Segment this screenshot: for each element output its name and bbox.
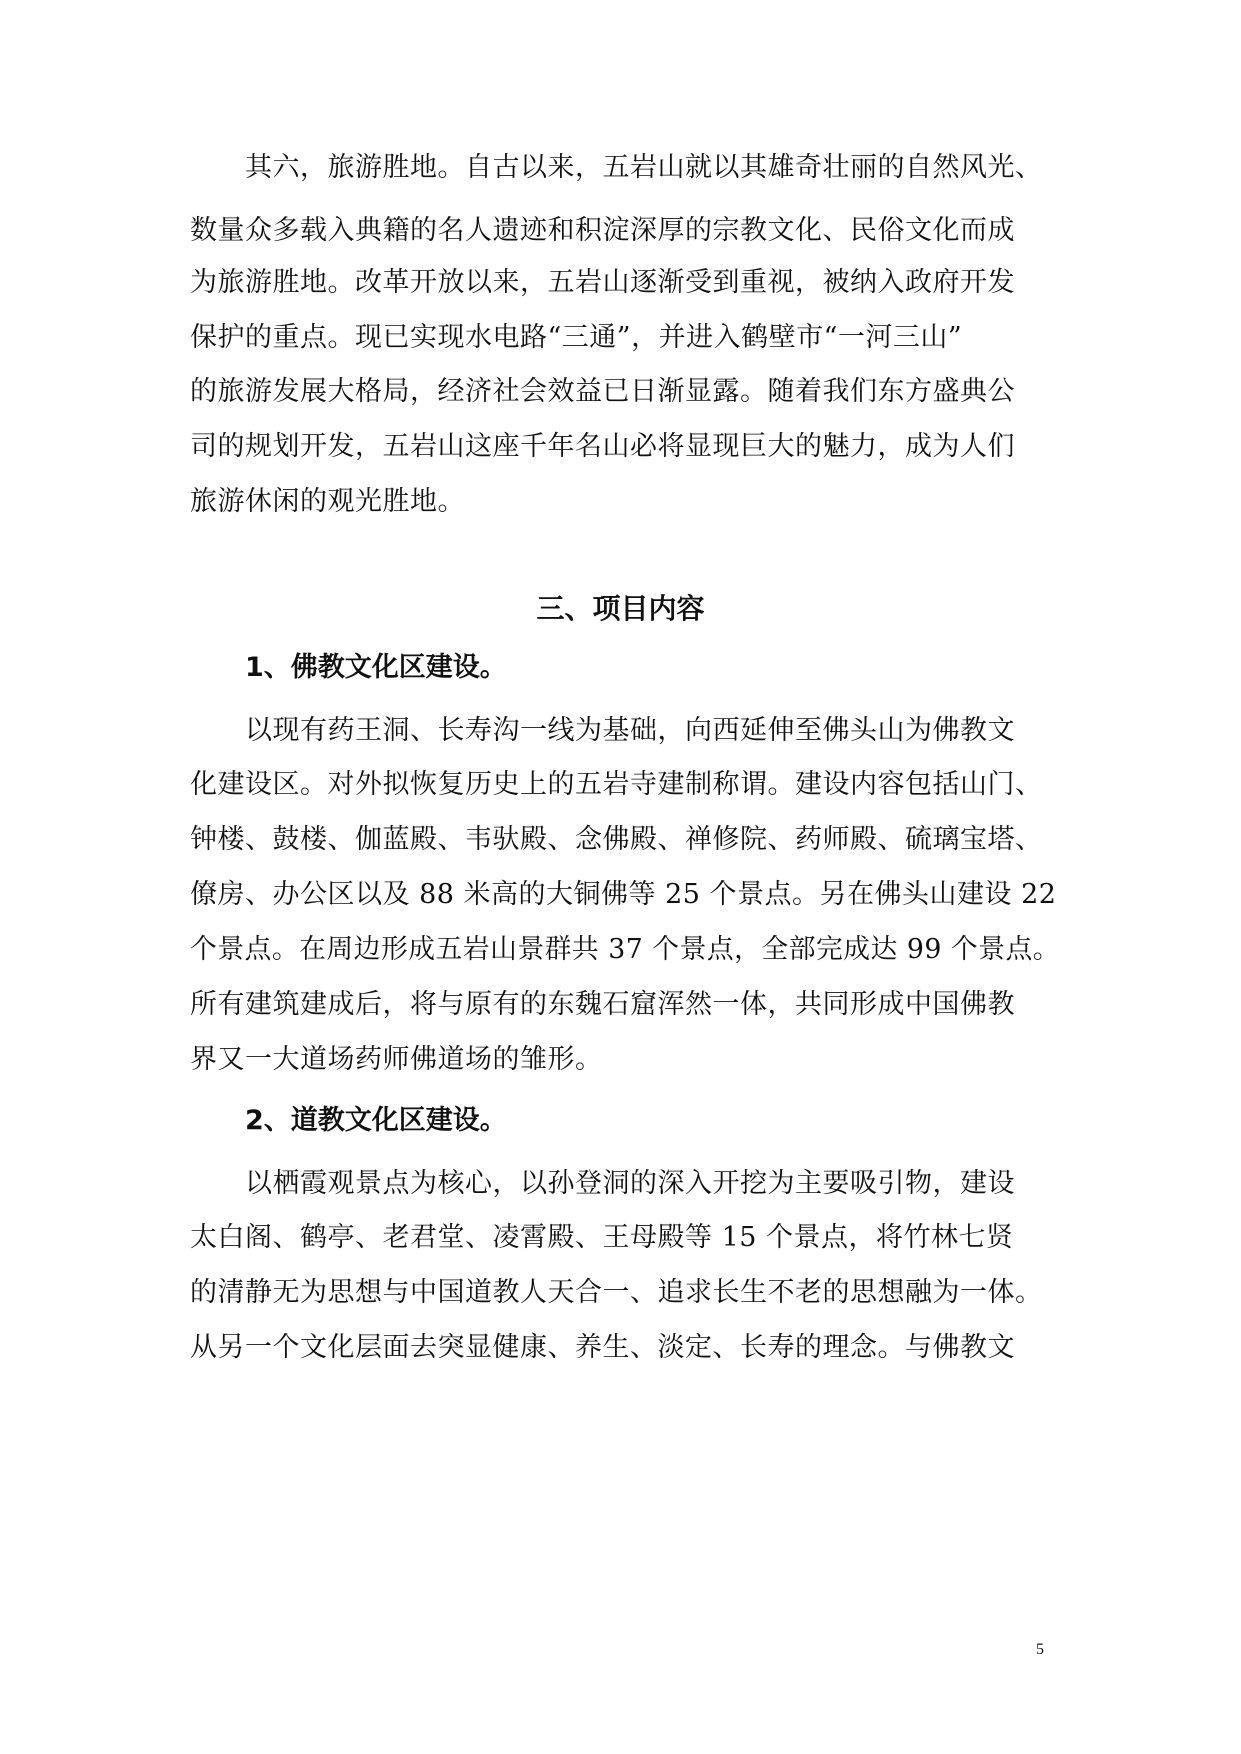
chapter-heading: 三、项目内容 xyxy=(536,592,705,625)
paragraph-line: 化建设区。对外拟恢复历史上的五岩寺建制称谓。建设内容包括山门、 xyxy=(190,769,1043,800)
paragraph-line: 的清静无为思想与中国道教人天合一、追求长生不老的思想融为一体。 xyxy=(190,1277,1043,1308)
paragraph-line: 以栖霞观景点为核心，以孙登洞的深入开挖为主要吸引物，建设 xyxy=(245,1168,1015,1199)
paragraph-line: 其六，旅游胜地。自古以来，五岩山就以其雄奇壮丽的自然风光、 xyxy=(245,152,1043,183)
taoist-heading: 2、道教文化区建设。 xyxy=(245,1105,507,1136)
paragraph-line: 司的规划开发，五岩山这座千年名山必将显现巨大的魅力，成为人们 xyxy=(190,431,1015,462)
paragraph-line: 保护的重点。现已实现水电路“三通”，并进入鹤壁市“一河三山” xyxy=(190,322,963,353)
paragraph-line: 以现有药王洞、长寿沟一线为基础，向西延伸至佛头山为佛教文 xyxy=(245,715,1015,746)
paragraph-line: 从另一个文化层面去突显健康、养生、淡定、长寿的理念。与佛教文 xyxy=(190,1332,1015,1363)
paragraph-line: 旅游休闲的观光胜地。 xyxy=(190,486,465,517)
paragraph-line: 太白阁、鹤亭、老君堂、凌霄殿、王母殿等 15 个景点，将竹林七贤 xyxy=(190,1222,1014,1253)
paragraph-line: 僚房、办公区以及 88 米高的大铜佛等 25 个景点。另在佛头山建设 22 xyxy=(190,879,1057,910)
buddhist-heading: 1、佛教文化区建设。 xyxy=(245,652,507,683)
paragraph-line: 数量众多载入典籍的名人遗迹和积淀深厚的宗教文化、民俗文化而成 xyxy=(190,215,1015,246)
paragraph-line: 所有建筑建成后，将与原有的东魏石窟浑然一体，共同形成中国佛教 xyxy=(190,989,1015,1020)
paragraph-line: 钟楼、鼓楼、伽蓝殿、韦驮殿、念佛殿、禅修院、药师殿、硫璃宝塔、 xyxy=(190,824,1043,855)
paragraph-line: 的旅游发展大格局，经济社会效益已日渐显露。随着我们东方盛典公 xyxy=(190,376,1015,407)
paragraph-line: 个景点。在周边形成五岩山景群共 37 个景点，全部完成达 99 个景点。 xyxy=(190,934,1061,965)
paragraph-line: 为旅游胜地。改革开放以来，五岩山逐渐受到重视，被纳入政府开发 xyxy=(190,267,1015,298)
paragraph-line: 界又一大道场药师佛道场的雏形。 xyxy=(190,1044,603,1075)
page-number: 5 xyxy=(1036,1641,1044,1658)
